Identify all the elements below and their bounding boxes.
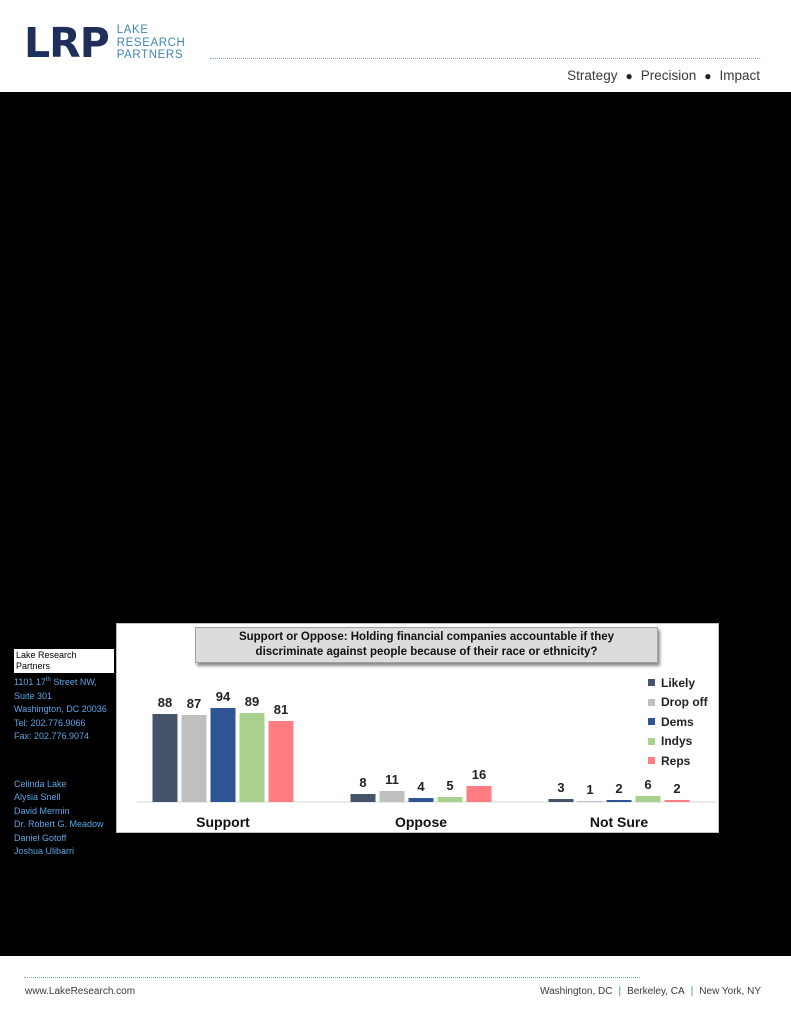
- data-label: 2: [673, 781, 681, 796]
- separator: |: [618, 986, 622, 997]
- data-label: 5: [446, 778, 454, 793]
- bar: [409, 798, 434, 802]
- bar: [549, 799, 574, 802]
- legend-item: [648, 712, 708, 732]
- legend-label: Reps: [661, 753, 691, 768]
- legend-label: Dems: [661, 714, 694, 729]
- bar: [607, 800, 632, 802]
- bar: [578, 801, 603, 802]
- lrp-logo: [24, 18, 186, 67]
- logo-word: RESEARCH: [116, 36, 186, 49]
- category-label: Not Sure: [589, 814, 649, 830]
- legend-swatch: [648, 738, 655, 745]
- chart-title: Support or Oppose: Holding financial companies accountable if they discriminate against people because of their race or ethnicity?: [238, 631, 615, 658]
- fax-line: Fax: 202.776.9074: [14, 731, 90, 741]
- legend-item: [648, 693, 708, 713]
- bar: [665, 800, 690, 802]
- header-divider: [210, 58, 760, 59]
- chart-title-box: [195, 627, 658, 663]
- bar: [467, 786, 492, 802]
- bar: [211, 708, 236, 802]
- bullet-icon: ●: [704, 68, 712, 83]
- staff-name: Alysia Snell: [14, 792, 61, 802]
- office-location: New York, NY: [699, 986, 761, 997]
- data-label: 3: [557, 780, 565, 795]
- legend-item: [648, 732, 708, 752]
- data-label: 89: [244, 694, 260, 709]
- data-label: 1: [586, 782, 594, 797]
- bar: [636, 796, 661, 802]
- data-label: 8: [359, 775, 367, 790]
- office-location: Washington, DC: [540, 986, 613, 997]
- staff-name: David Mermin: [14, 805, 70, 816]
- separator: |: [690, 986, 694, 997]
- tagline-item: Impact: [719, 68, 760, 83]
- bar: [269, 721, 294, 802]
- data-label: 2: [615, 781, 623, 796]
- legend-label: Drop off: [661, 695, 708, 710]
- data-label: 16: [471, 767, 487, 782]
- tagline-item: Strategy: [567, 68, 618, 83]
- office-location: Berkeley, CA: [627, 986, 685, 997]
- contact-sidebar: [14, 649, 114, 859]
- bar: [438, 797, 463, 802]
- footer-offices: [540, 986, 761, 997]
- address-line: Suite 301: [14, 690, 53, 701]
- logo-mark: LRP: [24, 18, 109, 67]
- bar: [380, 791, 405, 802]
- data-label: 11: [385, 772, 399, 787]
- data-label: 87: [186, 696, 202, 711]
- staff-list: [14, 778, 114, 859]
- category-label: Oppose: [394, 814, 448, 830]
- logo-word: LAKE: [116, 24, 149, 37]
- staff-name: Celinda Lake: [14, 778, 67, 789]
- data-label: 4: [417, 779, 425, 794]
- category-label: Support: [196, 814, 250, 830]
- bar: [351, 794, 376, 802]
- bar: [182, 715, 207, 802]
- data-label: 81: [273, 702, 289, 717]
- firm-name: Lake Research Partners: [14, 649, 114, 673]
- phone-line: Tel: 202.776.9066: [14, 717, 86, 728]
- address-line: 1101 17th Street NW,: [14, 677, 97, 687]
- legend-swatch: [648, 757, 655, 764]
- legend-label: Indys: [661, 734, 693, 749]
- data-label: 6: [644, 777, 652, 792]
- tagline-item: Precision: [640, 68, 697, 83]
- data-label: 94: [215, 689, 231, 704]
- staff-name: Daniel Gotoff: [14, 832, 67, 843]
- footer-website: www.LakeResearch.com: [25, 986, 136, 997]
- bar: [153, 714, 178, 802]
- logo-words: [117, 24, 186, 62]
- legend-swatch: [648, 679, 655, 686]
- staff-name: Joshua Ulibarri: [14, 846, 75, 856]
- data-label: 88: [157, 695, 173, 710]
- footer-divider: [24, 977, 640, 978]
- tagline: [567, 68, 760, 83]
- chart-legend: [648, 673, 708, 771]
- address-line: Washington, DC 20036: [14, 704, 107, 714]
- legend-item: [648, 673, 708, 693]
- legend-swatch: [648, 718, 655, 725]
- chart-panel: [116, 623, 719, 833]
- bullet-icon: ●: [625, 68, 633, 83]
- legend-swatch: [648, 699, 655, 706]
- logo-word: PARTNERS: [116, 49, 184, 62]
- legend-item: [648, 751, 708, 771]
- bar: [240, 713, 265, 802]
- staff-name: Dr. Robert G. Meadow: [14, 819, 104, 829]
- legend-label: Likely: [661, 675, 696, 690]
